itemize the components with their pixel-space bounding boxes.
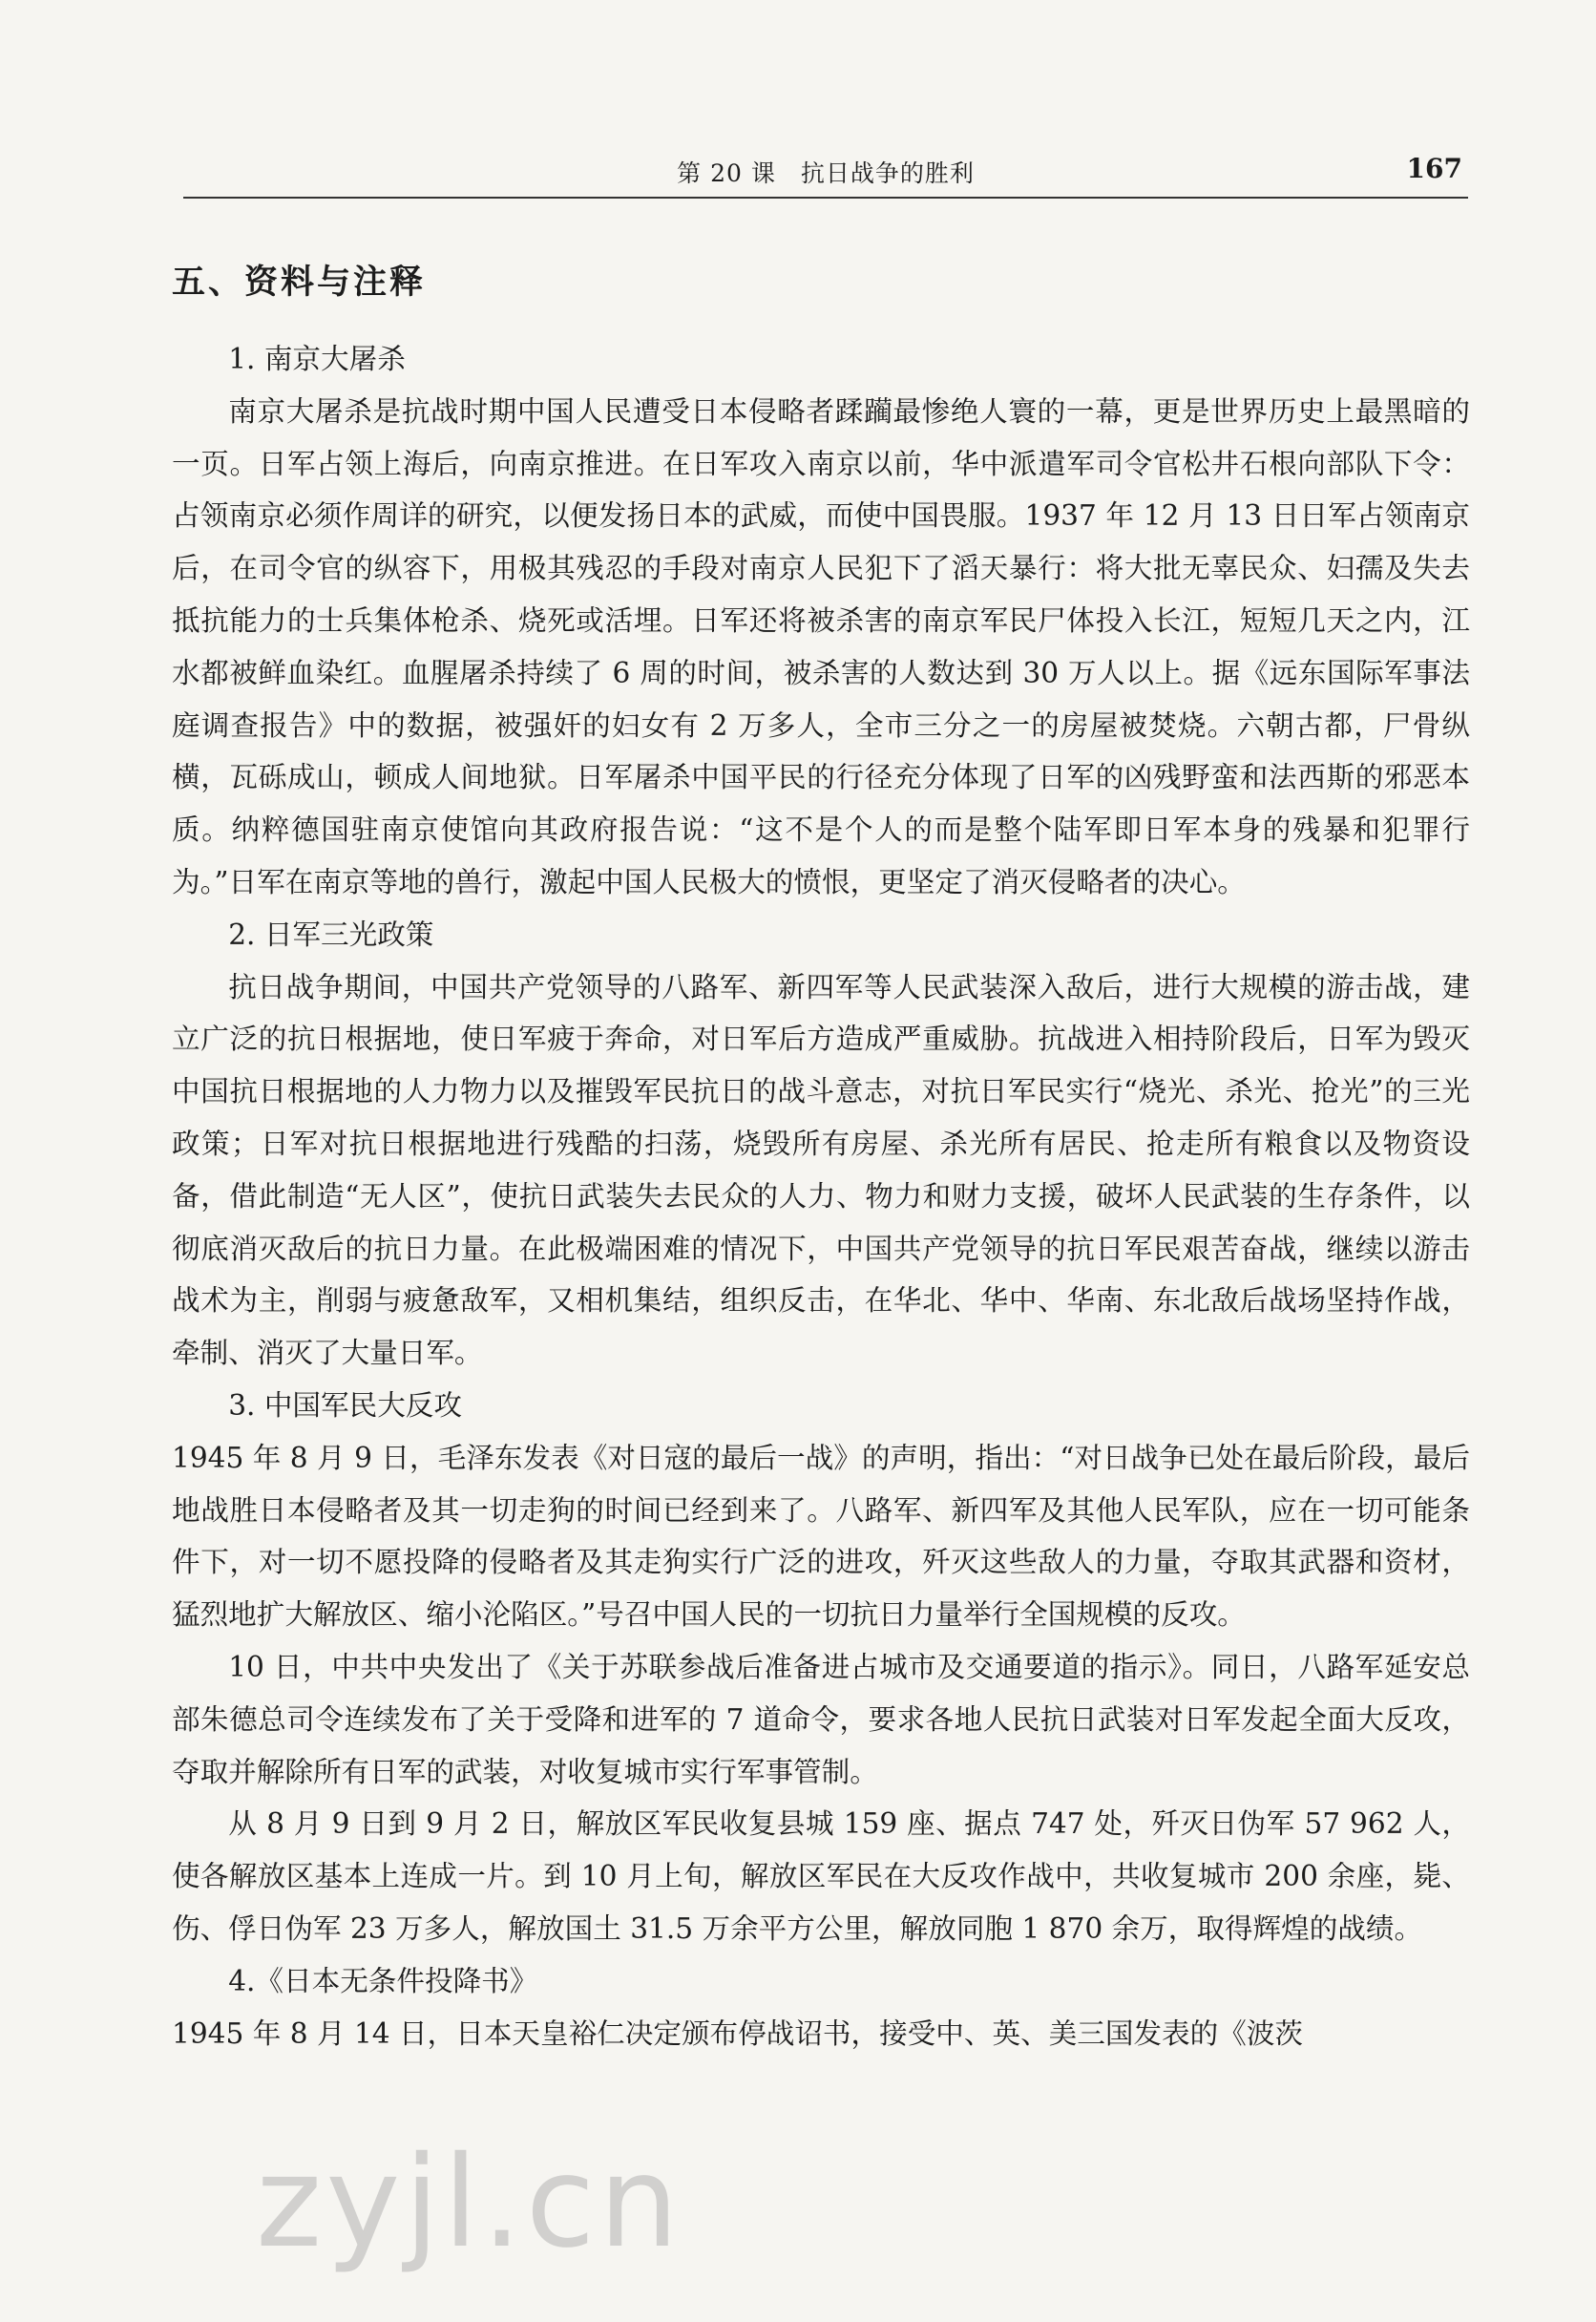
page-body: [172, 253, 1470, 2059]
watermark-logo: zyjl.cn: [256, 2129, 682, 2276]
chapter-title: 第 20 课 抗日战争的胜利: [677, 159, 975, 187]
page-number: 167: [1406, 153, 1462, 184]
item-heading-three-alls: 2. 日军三光政策: [228, 918, 434, 951]
paragraph-counteroffensive-3: 从 8 月 9 日到 9 月 2 日，解放区军民收复县城 159 座、据点 747 处，歼灭日伪军 57 962 人，使各解放区基本上连成一片。到 10 月上旬，解放区军民在大反攻作战中，共收复城市 200 余座，毙、伤、俘日伪军 23 万多人，解放国土 31.5 万余平方公里，解放同胞 1 870 余万，取得辉煌的战绩。: [172, 1807, 1470, 1945]
paragraph-nanjing: 南京大屠杀是抗战时期中国人民遭受日本侵略者蹂躏最惨绝人寰的一幕，更是世界历史上最黑暗的一页。日军占领上海后，向南京推进。在日军攻入南京以前，华中派遣军司令官松井石根向部队下令：占领南京必须作周详的研究，以便发扬日本的武威，而使中国畏服。1937 年 12 月 13 日日军占领南京后，在司令官的纵容下，用极其残忍的手段对南京人民犯下了滔天暴行：将大批无辜民众、妇孺及失去抵抗能力的士兵集体枪杀、烧死或活埋。日军还将被杀害的南京军民尸体投入长江，短短几天之内，江水都被鲜血染红。血腥屠杀持续了 6 周的时间，被杀害的人数达到 30 万人以上。据《远东国际军事法庭调查报告》中的数据，被强奸的妇女有 2 万多人，全市三分之一的房屋被焚烧。六朝古都，尸骨纵横，瓦砾成山，顿成人间地狱。日军屠杀中国平民的行径充分体现了日军的凶残野蛮和法西斯的邪恶本质。纳粹德国驻南京使馆向其政府报告说：“这不是个人的而是整个陆军即日军本身的残暴和犯罪行为。”日军在南京等地的兽行，激起中国人民极大的愤恨，更坚定了消灭侵略者的决心。: [172, 394, 1470, 898]
paragraph-counteroffensive-1: 1945 年 8 月 9 日，毛泽东发表《对日寇的最后一战》的声明，指出：“对日战争已处在最后阶段，最后地战胜日本侵略者及其一切走狗的时间已经到来了。八路军、新四军及其他人民军队，应在一切可能条件下，对一切不愿投降的侵略者及其走狗实行广泛的进攻，歼灭这些敌人的力量，夺取其武器和资材，猛烈地扩大解放区、缩小沦陷区。”号召中国人民的一切抗日力量举行全国规模的反攻。: [172, 1441, 1470, 1632]
paragraph-surrender: 1945 年 8 月 14 日，日本天皇裕仁决定颁布停战诏书，接受中、英、美三国发表的《波茨: [172, 2016, 1304, 2050]
item-heading-nanjing: 1. 南京大屠杀: [228, 343, 406, 375]
item-heading-surrender: 4.《日本无条件投降书》: [228, 1964, 538, 1997]
section-title: 五、资料与注释: [172, 264, 427, 302]
running-header: [183, 143, 1468, 199]
paragraph-three-alls: 抗日战争期间，中国共产党领导的八路军、新四军等人民武装深入敌后，进行大规模的游击战，建立广泛的抗日根据地，使日军疲于奔命，对日军后方造成严重威胁。抗战进入相持阶段后，日军为毁灭中国抗日根据地的人力物力以及摧毁军民抗日的战斗意志，对抗日军民实行“烧光、杀光、抢光”的三光政策；日军对抗日根据地进行残酷的扫荡，烧毁所有房屋、杀光所有居民、抢走所有粮食以及物资设备，借此制造“无人区”，使抗日武装失去民众的人力、物力和财力支援，破坏人民武装的生存条件，以彻底消灭敌后的抗日力量。在此极端困难的情况下，中国共产党领导的抗日军民艰苦奋战，继续以游击战术为主，削弱与疲惫敌军，又相机集结，组织反击，在华北、华中、华南、东北敌后战场坚持作战，牵制、消灭了大量日军。: [172, 970, 1470, 1370]
item-heading-counteroffensive: 3. 中国军民大反攻: [228, 1388, 462, 1422]
paragraph-counteroffensive-2: 10 日，中共中央发出了《关于苏联参战后准备进占城市及交通要道的指示》。同日，八路军延安总部朱德总司令连续发布了关于受降和进军的 7 道命令，要求各地人民抗日武装对日军发起全面大反攻，夺取并解除所有日军的武装，对收复城市实行军事管制。: [172, 1650, 1470, 1788]
